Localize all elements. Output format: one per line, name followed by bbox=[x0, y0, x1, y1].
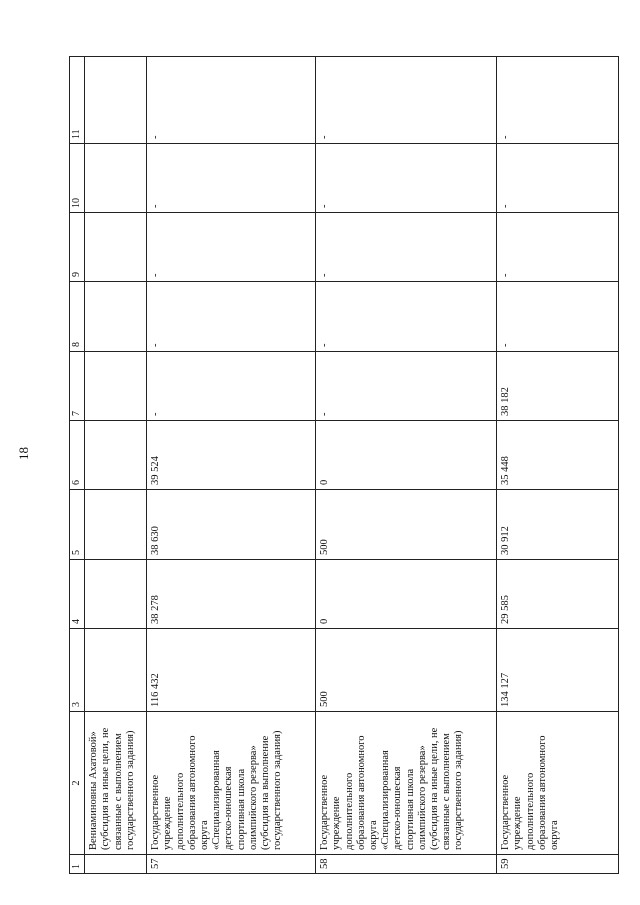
value-cell: 0 bbox=[316, 560, 497, 629]
institution-name: Государственное учреждение дополнительного образования автономного округа «Специализированная детско-юношеская спортивная школа олимпийского резерва» (субсидия на выполнение государственного задания) bbox=[147, 712, 316, 855]
value-cell: - bbox=[497, 213, 619, 282]
value-cell: - bbox=[147, 57, 316, 144]
column-header: 9 bbox=[70, 213, 85, 282]
column-header: 11 bbox=[70, 57, 85, 144]
value-cell bbox=[85, 352, 147, 421]
value-cell: 38 182 bbox=[497, 352, 619, 421]
row-number: 58 bbox=[316, 855, 497, 874]
budget-table bbox=[69, 56, 619, 874]
value-cell: - bbox=[147, 213, 316, 282]
value-cell: - bbox=[316, 213, 497, 282]
value-cell bbox=[85, 57, 147, 144]
value-cell bbox=[85, 629, 147, 712]
value-cell: 30 912 bbox=[497, 490, 619, 560]
institution-name: Государственное учреждение дополнительного образования автономного округа bbox=[497, 712, 619, 855]
column-header: 1 bbox=[70, 855, 85, 874]
page-number: 18 bbox=[16, 447, 31, 460]
value-cell: - bbox=[497, 144, 619, 213]
column-header: 2 bbox=[70, 712, 85, 855]
table-row bbox=[147, 57, 316, 874]
column-header: 3 bbox=[70, 629, 85, 712]
value-cell: 35 448 bbox=[497, 421, 619, 490]
value-cell: 134 127 bbox=[497, 629, 619, 712]
value-cell bbox=[85, 560, 147, 629]
value-cell: - bbox=[147, 144, 316, 213]
header-row bbox=[70, 57, 85, 874]
value-cell: - bbox=[147, 282, 316, 352]
value-cell: - bbox=[316, 352, 497, 421]
value-cell bbox=[85, 421, 147, 490]
institution-name: Вениаминовны Ахатовой» (субсидия на иные цели, не связанные с выполнением государственного задания) bbox=[85, 712, 147, 855]
table-row bbox=[316, 57, 497, 874]
value-cell: 29 585 bbox=[497, 560, 619, 629]
column-header: 5 bbox=[70, 490, 85, 560]
column-header: 7 bbox=[70, 352, 85, 421]
column-header: 8 bbox=[70, 282, 85, 352]
value-cell: - bbox=[497, 282, 619, 352]
value-cell: - bbox=[497, 57, 619, 144]
value-cell: 39 524 bbox=[147, 421, 316, 490]
value-cell: 500 bbox=[316, 490, 497, 560]
value-cell bbox=[85, 282, 147, 352]
value-cell bbox=[85, 144, 147, 213]
value-cell: 116 432 bbox=[147, 629, 316, 712]
institution-name: Государственное учреждение дополнительного образования автономного округа «Специализированная детско-юношеская спортивная школа олимпийского резерва» (субсидия на иные цели, не связанные с выполнением государственного задания) bbox=[316, 712, 497, 855]
row-number: 59 bbox=[497, 855, 619, 874]
value-cell: 0 bbox=[316, 421, 497, 490]
value-cell: 38 278 bbox=[147, 560, 316, 629]
table-row bbox=[497, 57, 619, 874]
value-cell: 38 630 bbox=[147, 490, 316, 560]
value-cell: - bbox=[316, 144, 497, 213]
value-cell: 500 bbox=[316, 629, 497, 712]
value-cell: - bbox=[147, 352, 316, 421]
value-cell bbox=[85, 213, 147, 282]
row-number bbox=[85, 855, 147, 874]
row-number: 57 bbox=[147, 855, 316, 874]
value-cell bbox=[85, 490, 147, 560]
table-row bbox=[85, 57, 147, 874]
column-header: 6 bbox=[70, 421, 85, 490]
column-header: 4 bbox=[70, 560, 85, 629]
value-cell: - bbox=[316, 282, 497, 352]
value-cell: - bbox=[316, 57, 497, 144]
column-header: 10 bbox=[70, 144, 85, 213]
